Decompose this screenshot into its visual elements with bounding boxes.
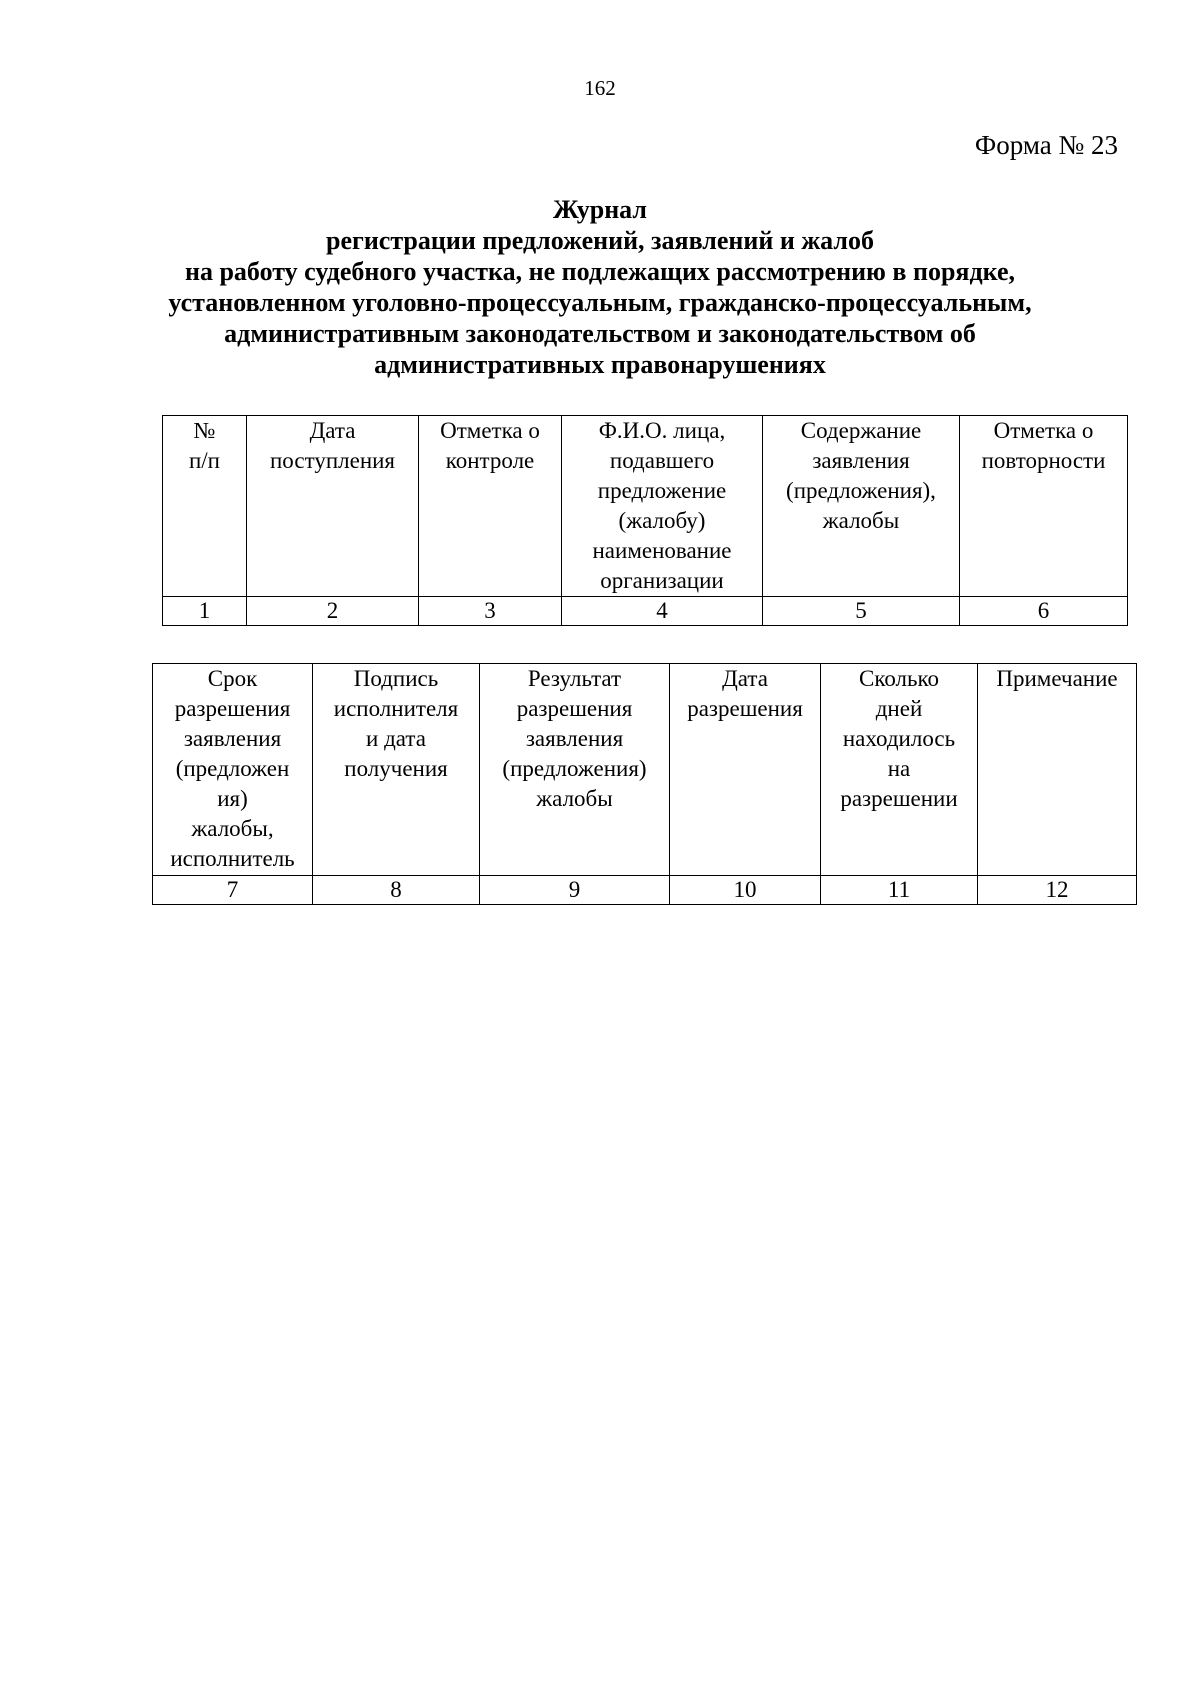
column-number-cell: 4 [562,597,763,626]
document-title [0,194,1200,380]
column-number-row [163,597,1128,626]
column-number-row [153,876,1137,905]
column-number-cell: 5 [763,597,960,626]
header-cell-resolution-date: Дата разрешения [670,664,821,876]
header-cell-resolution-result: Результат разрешения заявления (предложения) жалобы [480,664,670,876]
title-line: на работу судебного участка, не подлежащих рассмотрению в порядке, [184,257,1015,286]
title-line: регистрации предложений, заявлений и жалоб [326,226,874,255]
table-header-row [163,416,1128,597]
header-cell-resolution-deadline: Срок разрешения заявления (предложен ия) жалобы, исполнитель [153,664,313,876]
header-cell-executor-signature: Подпись исполнителя и дата получения [313,664,480,876]
header-cell-control-mark: Отметка о контроле [419,416,562,597]
title-line: административным законодательством и законодательством об [224,319,976,348]
journal-table-part-2 [152,663,1137,905]
form-number: Форма № 23 [974,130,1118,160]
column-number-cell: 1 [163,597,247,626]
page-number: 162 [584,76,616,100]
header-cell-applicant: Ф.И.О. лица, подавшего предложение (жалобу) наименование организации [562,416,763,597]
column-number-cell: 6 [960,597,1128,626]
header-cell-content: Содержание заявления (предложения), жалобы [763,416,960,597]
header-cell-note: Примечание [978,664,1137,876]
column-number-cell: 10 [670,876,821,905]
column-number-cell: 7 [153,876,313,905]
header-cell-days-in-resolution: Сколько дней находилось на разрешении [821,664,978,876]
column-number-cell: 8 [313,876,480,905]
column-number-cell: 11 [821,876,978,905]
column-number-cell: 3 [419,597,562,626]
header-cell-number: № п/п [163,416,247,597]
column-number-cell: 9 [480,876,670,905]
table-header-row [153,664,1137,876]
column-number-cell: 12 [978,876,1137,905]
title-line: административных правонарушениях [374,350,826,379]
header-cell-repeat-mark: Отметка о повторности [960,416,1128,597]
journal-table-part-1 [162,415,1128,626]
title-line: установленном уголовно-процессуальным, гражданско-процессуальным, [168,288,1032,317]
header-cell-receipt-date: Дата поступления [247,416,419,597]
title-line: Журнал [553,195,647,224]
column-number-cell: 2 [247,597,419,626]
